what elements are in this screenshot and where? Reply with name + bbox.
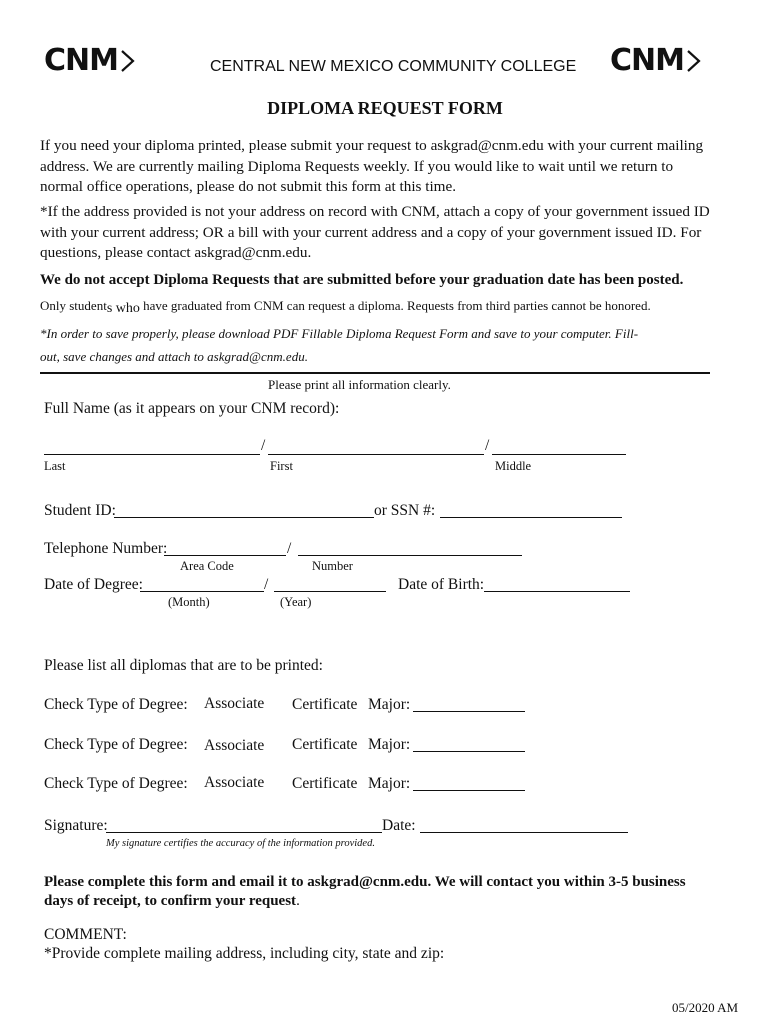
ssn-field[interactable] xyxy=(440,517,622,518)
name-separator: / xyxy=(261,437,266,454)
cnm-logo-right xyxy=(610,44,702,78)
complete-instruction-line1: Please complete this form and email it to askgrad@cnm.edu. We will contact you within 3-5 business xyxy=(44,874,686,890)
notice-students xyxy=(40,298,651,315)
major-field[interactable] xyxy=(413,711,525,712)
first-label: First xyxy=(270,459,293,473)
student-id-label: Student ID: xyxy=(44,502,116,519)
logo-text: CNM xyxy=(44,43,118,78)
first-name-field[interactable] xyxy=(268,454,484,455)
phone-number-field[interactable] xyxy=(298,555,522,556)
area-code-field[interactable] xyxy=(164,555,286,556)
print-clearly-note: Please print all information clearly. xyxy=(268,377,451,392)
major-field[interactable] xyxy=(413,751,525,752)
notice-students-c: have graduated from CNM can request a diploma. Requests from third parties cannot be honored. xyxy=(139,298,651,313)
signature-note: My signature certifies the accuracy of the information provided. xyxy=(106,838,375,849)
number-label: Number xyxy=(312,559,353,573)
complete-instruction-line2 xyxy=(44,893,300,910)
certificate-option[interactable]: Certificate xyxy=(292,736,358,753)
last-label: Last xyxy=(44,459,66,473)
logo-text: CNM xyxy=(610,43,684,78)
section-divider xyxy=(40,372,710,374)
save-note-line2: out, save changes and attach to askgrad@cnm.edu. xyxy=(40,349,308,364)
date-of-birth-label: Date of Birth: xyxy=(398,576,485,593)
date-of-degree-label: Date of Degree: xyxy=(44,576,143,593)
date-label: Date: xyxy=(382,817,416,834)
notice-students-a: Only student xyxy=(40,298,107,313)
check-degree-label: Check Type of Degree: xyxy=(44,696,188,713)
notice-bold: We do not accept Diploma Requests that are submitted before your graduation date has been posted. xyxy=(40,272,684,288)
college-name: CENTRAL NEW MEXICO COMMUNITY COLLEGE xyxy=(210,58,577,75)
full-name-label: Full Name (as it appears on your CNM record): xyxy=(44,400,340,417)
degree-month-field[interactable] xyxy=(140,591,264,592)
certificate-option[interactable]: Certificate xyxy=(292,775,358,792)
signature-field[interactable] xyxy=(106,832,382,833)
student-id-field[interactable] xyxy=(114,517,374,518)
middle-name-field[interactable] xyxy=(492,454,626,455)
major-label: Major: xyxy=(368,736,411,753)
ssn-label: or SSN #: xyxy=(374,502,436,519)
degree-year-field[interactable] xyxy=(274,591,386,592)
major-label: Major: xyxy=(368,696,411,713)
associate-option[interactable]: Associate xyxy=(204,774,265,791)
month-label: (Month) xyxy=(168,595,210,609)
associate-option[interactable]: Associate xyxy=(204,737,265,754)
date-separator: / xyxy=(264,576,269,593)
comment-instruction: *Provide complete mailing address, including city, state and zip: xyxy=(44,945,445,962)
cnm-logo-left xyxy=(44,44,136,78)
last-name-field[interactable] xyxy=(44,454,260,455)
area-code-label: Area Code xyxy=(180,559,234,573)
signature-label: Signature: xyxy=(44,817,108,834)
certificate-option[interactable]: Certificate xyxy=(292,696,358,713)
check-degree-label: Check Type of Degree: xyxy=(44,775,188,792)
year-label: (Year) xyxy=(280,595,312,609)
associate-option[interactable]: Associate xyxy=(204,695,265,712)
complete-period: . xyxy=(296,893,300,909)
form-title: DIPLOMA REQUEST FORM xyxy=(267,98,503,118)
major-label: Major: xyxy=(368,775,411,792)
complete-line2-text: days of receipt, to confirm your request xyxy=(44,893,297,909)
check-degree-label: Check Type of Degree: xyxy=(44,736,188,753)
notice-students-b: s who xyxy=(106,301,140,316)
telephone-label: Telephone Number: xyxy=(44,540,168,557)
address-paragraph: *If the address provided is not your address on record with CNM, attach a copy of your government issued ID with your current address; OR a bill with your current address and a copy of your government issued ID. For questions, please contact askgrad@cnm.edu. xyxy=(40,203,710,261)
date-of-birth-field[interactable] xyxy=(484,591,630,592)
middle-label: Middle xyxy=(495,459,532,473)
revision-code: 05/2020 AM xyxy=(672,1000,739,1015)
name-separator: / xyxy=(485,437,490,454)
major-field[interactable] xyxy=(413,790,525,791)
comment-label: COMMENT: xyxy=(44,926,127,943)
chevron-right-icon xyxy=(686,49,702,73)
phone-separator: / xyxy=(287,540,292,557)
save-note-line1: *In order to save properly, please download PDF Fillable Diploma Request Form and save to your computer. Fill- xyxy=(40,326,639,341)
chevron-right-icon xyxy=(120,49,136,73)
intro-paragraph: If you need your diploma printed, please submit your request to askgrad@cnm.edu with your current mailing address. We are currently mailing Diploma Requests weekly. If you would like to wait until we return to normal office operations, please do not submit this form at this time. xyxy=(40,137,704,195)
diplomas-label: Please list all diplomas that are to be printed: xyxy=(44,657,323,674)
signature-date-field[interactable] xyxy=(420,832,628,833)
